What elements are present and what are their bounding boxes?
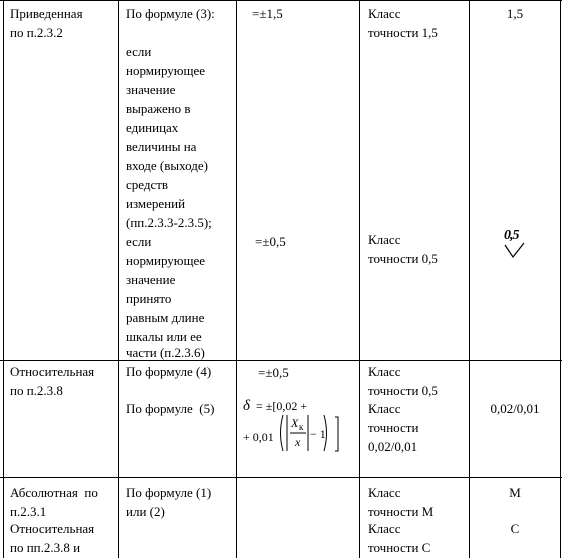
cell-row1-designation-a: 1,5 xyxy=(506,6,524,21)
formula-denominator: x xyxy=(295,435,301,449)
column-divider xyxy=(118,0,119,558)
formula-line2-prefix: + 0,01 xyxy=(243,430,274,444)
table-border-right xyxy=(560,0,561,558)
formula-numerator-subscript: к xyxy=(299,422,304,432)
cell-row2-method-a: По формуле (4) xyxy=(126,364,212,379)
cell-row1-limit-b: =±0,5 xyxy=(255,234,286,249)
cell-row3-type-a: п.2.3.1 xyxy=(10,504,47,519)
cell-row1-condition-b: значение xyxy=(126,272,176,287)
cell-row3-type-b: по пп.2.3.8 и xyxy=(10,540,81,555)
cell-row2-type-line1: Относительная xyxy=(10,364,95,379)
class-symbol-0-5-icon xyxy=(502,228,528,262)
cell-row1-condition-b: части (п.2.3.6) xyxy=(126,345,205,360)
cell-row1-condition-a: значение xyxy=(126,82,176,97)
cell-row1-type-line2: по п.2.3.2 xyxy=(10,25,63,40)
cell-row1-limit-a: =±1,5 xyxy=(252,6,283,21)
cell-row3-class-a: Класс xyxy=(368,485,401,500)
row-divider xyxy=(0,360,562,361)
cell-row1-condition-b: нормирующее xyxy=(126,253,206,268)
cell-row2-class-b: 0,02/0,01 xyxy=(368,439,418,454)
cell-row3-class-b: Класс xyxy=(368,521,401,536)
cell-row2-designation: 0,02/0,01 xyxy=(490,401,540,416)
cell-row3-designation-b: С xyxy=(510,521,520,536)
cell-row3-class-b: точности С xyxy=(368,540,431,555)
cell-row1-class-a: точности 1,5 xyxy=(368,25,438,40)
cell-row1-type-line1: Приведенная xyxy=(10,6,83,21)
cell-row2-class-b: точности xyxy=(368,420,419,435)
column-divider xyxy=(359,0,360,558)
cell-row1-condition-a: (пп.2.3.3-2.3.5); xyxy=(126,215,212,230)
column-divider xyxy=(469,0,470,558)
cell-row2-method-b: По формуле (5) xyxy=(126,401,215,416)
cell-row3-method: По формуле (1) xyxy=(126,485,212,500)
cell-row1-condition-a: величины на xyxy=(126,139,197,154)
cell-row1-condition-a: измерений xyxy=(126,196,186,211)
cell-row1-class-b: точности 0,5 xyxy=(368,251,438,266)
cell-row1-condition-a: единицах xyxy=(126,120,179,135)
cell-row2-limit-a: =±0,5 xyxy=(258,365,289,380)
column-divider xyxy=(236,0,237,558)
relative-error-formula xyxy=(240,395,358,465)
cell-row1-condition-a: выражено в xyxy=(126,101,191,116)
cell-row1-condition-a: если xyxy=(126,44,152,59)
formula-minus-one: − 1 xyxy=(310,427,326,441)
cell-row1-condition-b: принято xyxy=(126,291,172,306)
cell-row3-type-a: Абсолютная по xyxy=(10,485,98,500)
cell-row1-condition-b: если xyxy=(126,234,152,249)
cell-row3-designation-a: М xyxy=(509,485,521,500)
row-divider xyxy=(0,477,562,478)
class-symbol-label: 0,5 xyxy=(504,228,519,243)
cell-row3-method: или (2) xyxy=(126,504,165,519)
cell-row3-class-a: точности М xyxy=(368,504,434,519)
row-divider xyxy=(0,0,562,1)
cell-row1-condition-a: средств xyxy=(126,177,169,192)
formula-numerator: X xyxy=(291,416,299,430)
cell-row1-class-b: Класс xyxy=(368,232,401,247)
cell-row1-condition-b: равным длине xyxy=(126,310,205,325)
cell-row1-condition-a: нормирующее xyxy=(126,63,206,78)
cell-row3-type-b: Относительная xyxy=(10,521,95,536)
cell-row1-method: По формуле (3): xyxy=(126,6,215,21)
cell-row1-condition-b: шкалы или ее xyxy=(126,329,202,344)
cell-row1-condition-a: входе (выходе) xyxy=(126,158,208,173)
cell-row2-class-b: Класс xyxy=(368,401,401,416)
checkmark-shape xyxy=(502,228,528,262)
table-border-left xyxy=(3,0,4,558)
cell-row1-class-a: Класс xyxy=(368,6,401,21)
cell-row2-class-a: Класс xyxy=(368,364,401,379)
cell-row2-type-line2: по п.2.3.8 xyxy=(10,383,63,398)
formula-delta: δ xyxy=(243,398,250,414)
formula-line1: = ±[0,02 + xyxy=(256,399,308,413)
cell-row2-class-a: точности 0,5 xyxy=(368,383,438,398)
